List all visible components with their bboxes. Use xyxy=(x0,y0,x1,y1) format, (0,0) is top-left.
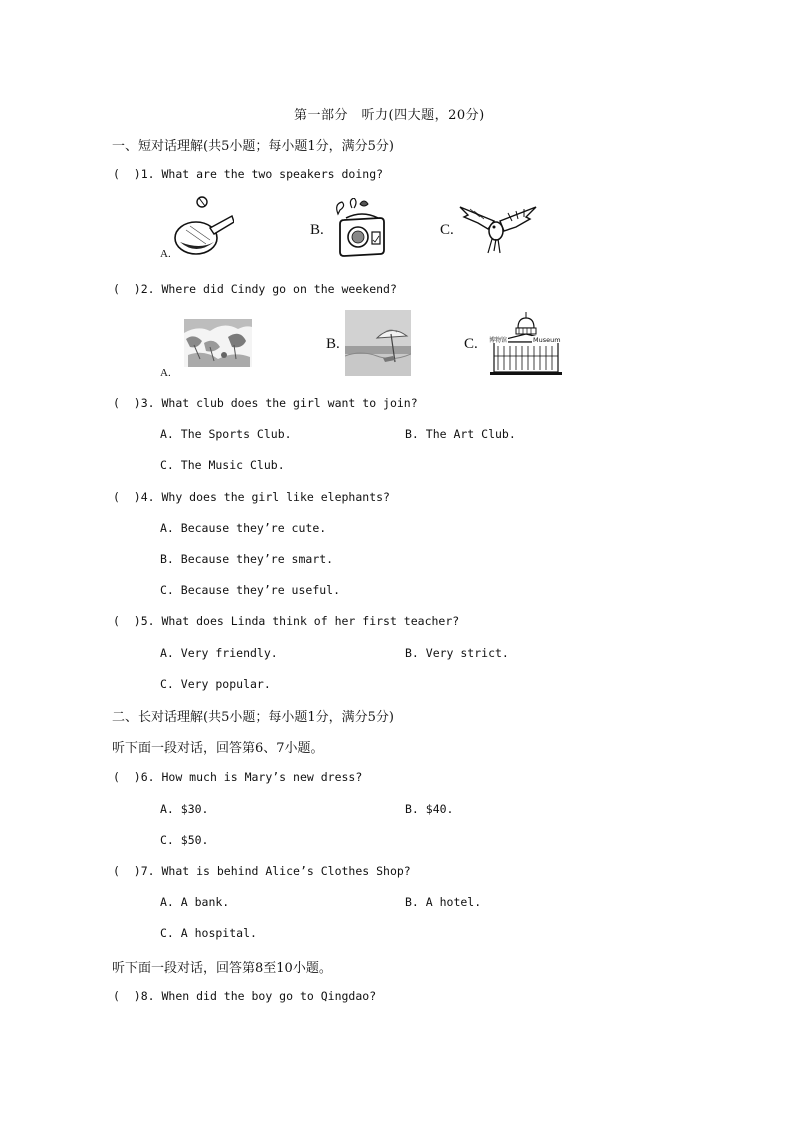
question-number: ( )2. xyxy=(113,282,155,296)
museum-sign-cn: 博物馆 xyxy=(489,337,508,344)
question-5 xyxy=(113,614,459,628)
option-c: C. Very popular. xyxy=(160,677,271,691)
question-text: What does Linda think of her first teacher? xyxy=(161,614,460,628)
option-b: B. $40. xyxy=(405,802,454,816)
option-a: A. The Sports Club. xyxy=(160,427,292,441)
kite-bird-icon xyxy=(458,203,538,255)
option-c: C. A hospital. xyxy=(160,926,257,940)
section-heading-2: 二、长对话理解(共5小题；每小题1分，满分5分) xyxy=(112,710,394,725)
question-8 xyxy=(113,989,376,1003)
option-label-c: C. xyxy=(464,336,478,352)
question-number: ( )4. xyxy=(113,490,155,504)
option-b: B. Very strict. xyxy=(405,646,509,660)
page-title: 第一部分 听力(四大题，20分) xyxy=(294,108,485,123)
question-text: What club does the girl want to join? xyxy=(161,396,418,410)
section-heading-1: 一、短对话理解(共5小题；每小题1分，满分5分) xyxy=(112,139,394,154)
option-label-a: A. xyxy=(160,367,171,379)
option-label-a: A. xyxy=(160,248,171,260)
instruction-2: 听下面一段对话，回答第8至10小题。 xyxy=(112,961,332,976)
museum-building-icon xyxy=(488,310,566,376)
option-b: B. A hotel. xyxy=(405,895,482,909)
question-text: Where did Cindy go on the weekend? xyxy=(161,282,397,296)
question-6 xyxy=(113,770,362,784)
option-b: B. The Art Club. xyxy=(405,427,516,441)
ping-pong-paddle-icon xyxy=(170,194,234,260)
question-number: ( )6. xyxy=(113,770,155,784)
question-number: ( )8. xyxy=(113,989,155,1003)
beach-umbrella-icon xyxy=(345,310,411,376)
radio-icon xyxy=(330,198,394,258)
question-number: ( )3. xyxy=(113,396,155,410)
option-label-b: B. xyxy=(310,222,324,238)
question-text: What is behind Alice’s Clothes Shop? xyxy=(161,864,411,878)
question-text: How much is Mary’s new dress? xyxy=(161,770,363,784)
option-a: A. $30. xyxy=(160,802,209,816)
question-4 xyxy=(113,490,390,504)
question-text: What are the two speakers doing? xyxy=(161,167,384,181)
question-text: When did the boy go to Qingdao? xyxy=(161,989,377,1003)
option-c: C. $50. xyxy=(160,833,209,847)
question-number: ( )5. xyxy=(113,614,155,628)
option-a: A. A bank. xyxy=(160,895,230,909)
option-label-b: B. xyxy=(326,336,340,352)
question-2 xyxy=(113,282,397,296)
option-b: B. Because they’re smart. xyxy=(160,552,334,566)
question-text: Why does the girl like elephants? xyxy=(161,490,390,504)
question-3 xyxy=(113,396,418,410)
option-c: C. The Music Club. xyxy=(160,458,285,472)
option-c: C. Because they’re useful. xyxy=(160,583,341,597)
question-7 xyxy=(113,864,411,878)
option-a: A. Because they’re cute. xyxy=(160,521,327,535)
question-number: ( )1. xyxy=(113,167,155,181)
option-a: A. Very friendly. xyxy=(160,646,278,660)
museum-sign-en: Museum xyxy=(533,336,561,344)
countryside-sketch-icon xyxy=(184,319,252,367)
question-number: ( )7. xyxy=(113,864,155,878)
option-label-c: C. xyxy=(440,222,454,238)
instruction-1: 听下面一段对话，回答第6、7小题。 xyxy=(112,741,324,756)
question-1 xyxy=(113,167,383,181)
